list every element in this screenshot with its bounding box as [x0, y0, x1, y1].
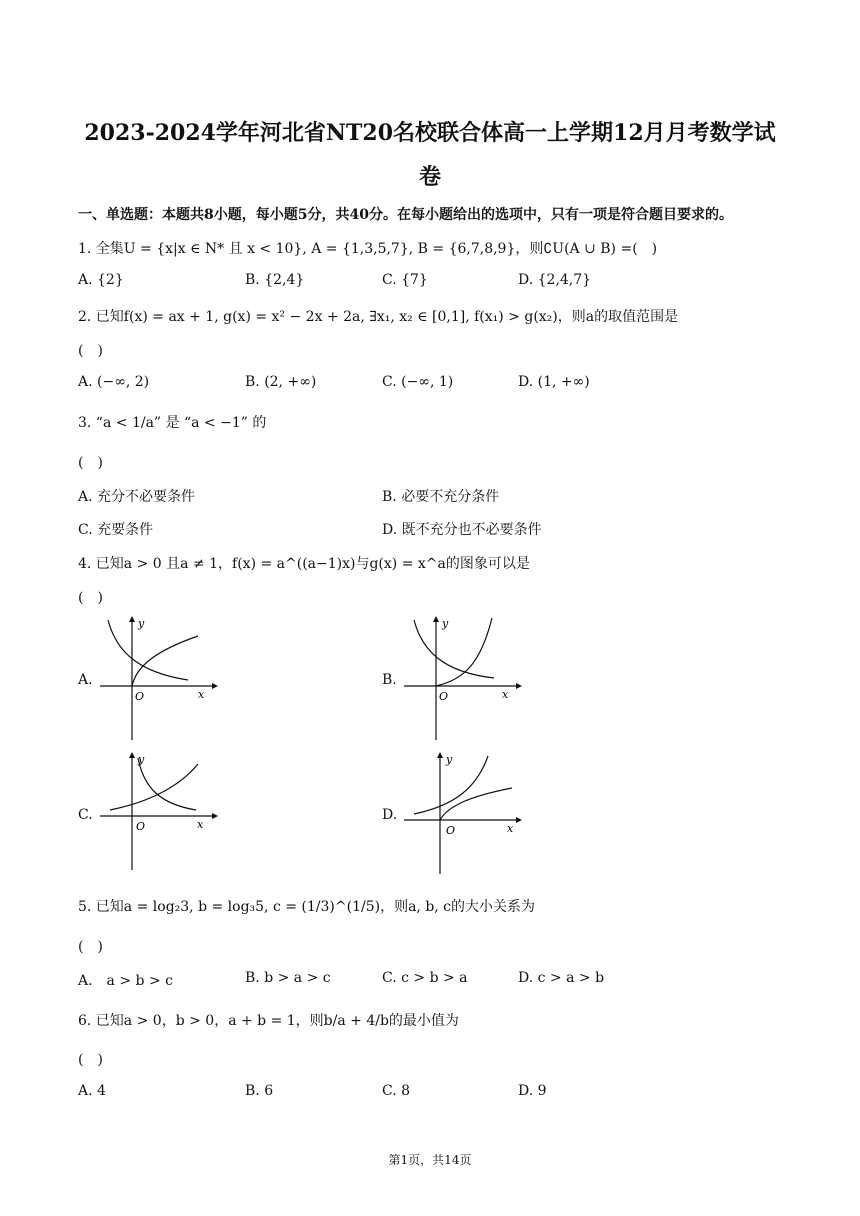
- graph-a: [100, 614, 220, 740]
- question-5-stem: 5. 已知a = log₂3, b = log₃5, c = (1/3)^(1/5)，则a, b, c的大小关系为: [78, 899, 536, 915]
- page-title-line2: 卷: [418, 164, 441, 190]
- graph-d-x-label: x: [507, 822, 514, 835]
- question-1-stem: 1. 全集U = {x|x ∈ N* 且 x < 10}, A = {1,3,5,7}, B = {6,7,8,9}，则∁U(A ∪ B) =( ): [78, 241, 658, 257]
- graph-c: [100, 750, 220, 876]
- q5-option-c: C. c > b > a: [382, 970, 468, 986]
- q3-option-d: D. 既不充分也不必要条件: [382, 522, 542, 538]
- q5-option-b: B. b > a > c: [245, 970, 331, 986]
- question-3-paren: ( ): [78, 455, 103, 471]
- graph-b-x-label: x: [502, 688, 509, 701]
- graph-b-y-label: y: [442, 617, 449, 630]
- graph-d-y-label: y: [446, 753, 453, 766]
- q1-option-c: C. {7}: [382, 272, 428, 288]
- graph-a-origin-label: O: [135, 690, 145, 703]
- question-2-paren: ( ): [78, 343, 103, 359]
- q4-option-c: C.: [78, 807, 93, 823]
- q6-option-a: A. 4: [78, 1083, 106, 1099]
- question-2-stem: 2. 已知f(x) = ax + 1, g(x) = x² − 2x + 2a, ∃x₁, x₂ ∈ [0,1], f(x₁) > g(x₂)，则a的取值范围是: [78, 309, 679, 325]
- graph-c-y-label: y: [138, 753, 145, 766]
- q5-option-d: D. c > a > b: [518, 970, 605, 986]
- graph-a-y-label: y: [138, 617, 145, 630]
- q2-option-a: A. (−∞, 2): [78, 374, 150, 390]
- q1-option-b: B. {2,4}: [245, 272, 305, 288]
- q6-option-c: C. 8: [382, 1083, 411, 1099]
- graph-d: [404, 750, 524, 876]
- q5-option-a: A. a > b > c: [78, 973, 173, 989]
- question-3-stem: 3. “a < 1/a” 是 “a < −1” 的: [78, 415, 267, 431]
- q3-option-b: B. 必要不充分条件: [382, 489, 500, 505]
- q6-option-b: B. 6: [245, 1083, 274, 1099]
- q2-option-b: B. (2, +∞): [245, 374, 317, 390]
- graph-d-origin-label: O: [446, 824, 456, 837]
- page-footer: 第1页，共14页: [388, 1153, 472, 1167]
- question-6-stem: 6. 已知a > 0，b > 0，a + b = 1，则b/a + 4/b的最小值为: [78, 1013, 459, 1029]
- question-6-paren: ( ): [78, 1052, 103, 1068]
- q1-option-a: A. {2}: [78, 272, 124, 288]
- q6-option-d: D. 9: [518, 1083, 547, 1099]
- section-header: 一、单选题：本题共8小题，每小题5分，共40分。在每小题给出的选项中，只有一项是符合题目要求的。: [78, 207, 733, 223]
- q3-option-c: C. 充要条件: [78, 522, 154, 538]
- q4-option-a: A.: [78, 672, 93, 688]
- q2-option-c: C. (−∞, 1): [382, 374, 454, 390]
- question-4-paren: ( ): [78, 590, 103, 606]
- graph-b-origin-label: O: [439, 690, 449, 703]
- question-4-stem: 4. 已知a > 0 且a ≠ 1，f(x) = a^((a−1)x)与g(x) = x^a的图象可以是: [78, 556, 530, 572]
- q2-option-d: D. (1, +∞): [518, 374, 590, 390]
- graph-c-origin-label: O: [136, 820, 146, 833]
- graph-c-x-label: x: [197, 818, 204, 831]
- q3-option-a: A. 充分不必要条件: [78, 489, 196, 505]
- graph-a-x-label: x: [198, 688, 205, 701]
- graph-b: [404, 614, 524, 740]
- q4-option-d: D.: [382, 807, 398, 823]
- page-title: 2023-2024学年河北省NT20名校联合体高一上学期12月月考数学试: [84, 120, 776, 146]
- q1-option-d: D. {2,4,7}: [518, 272, 592, 288]
- question-5-paren: ( ): [78, 939, 103, 955]
- q4-option-b: B.: [382, 672, 397, 688]
